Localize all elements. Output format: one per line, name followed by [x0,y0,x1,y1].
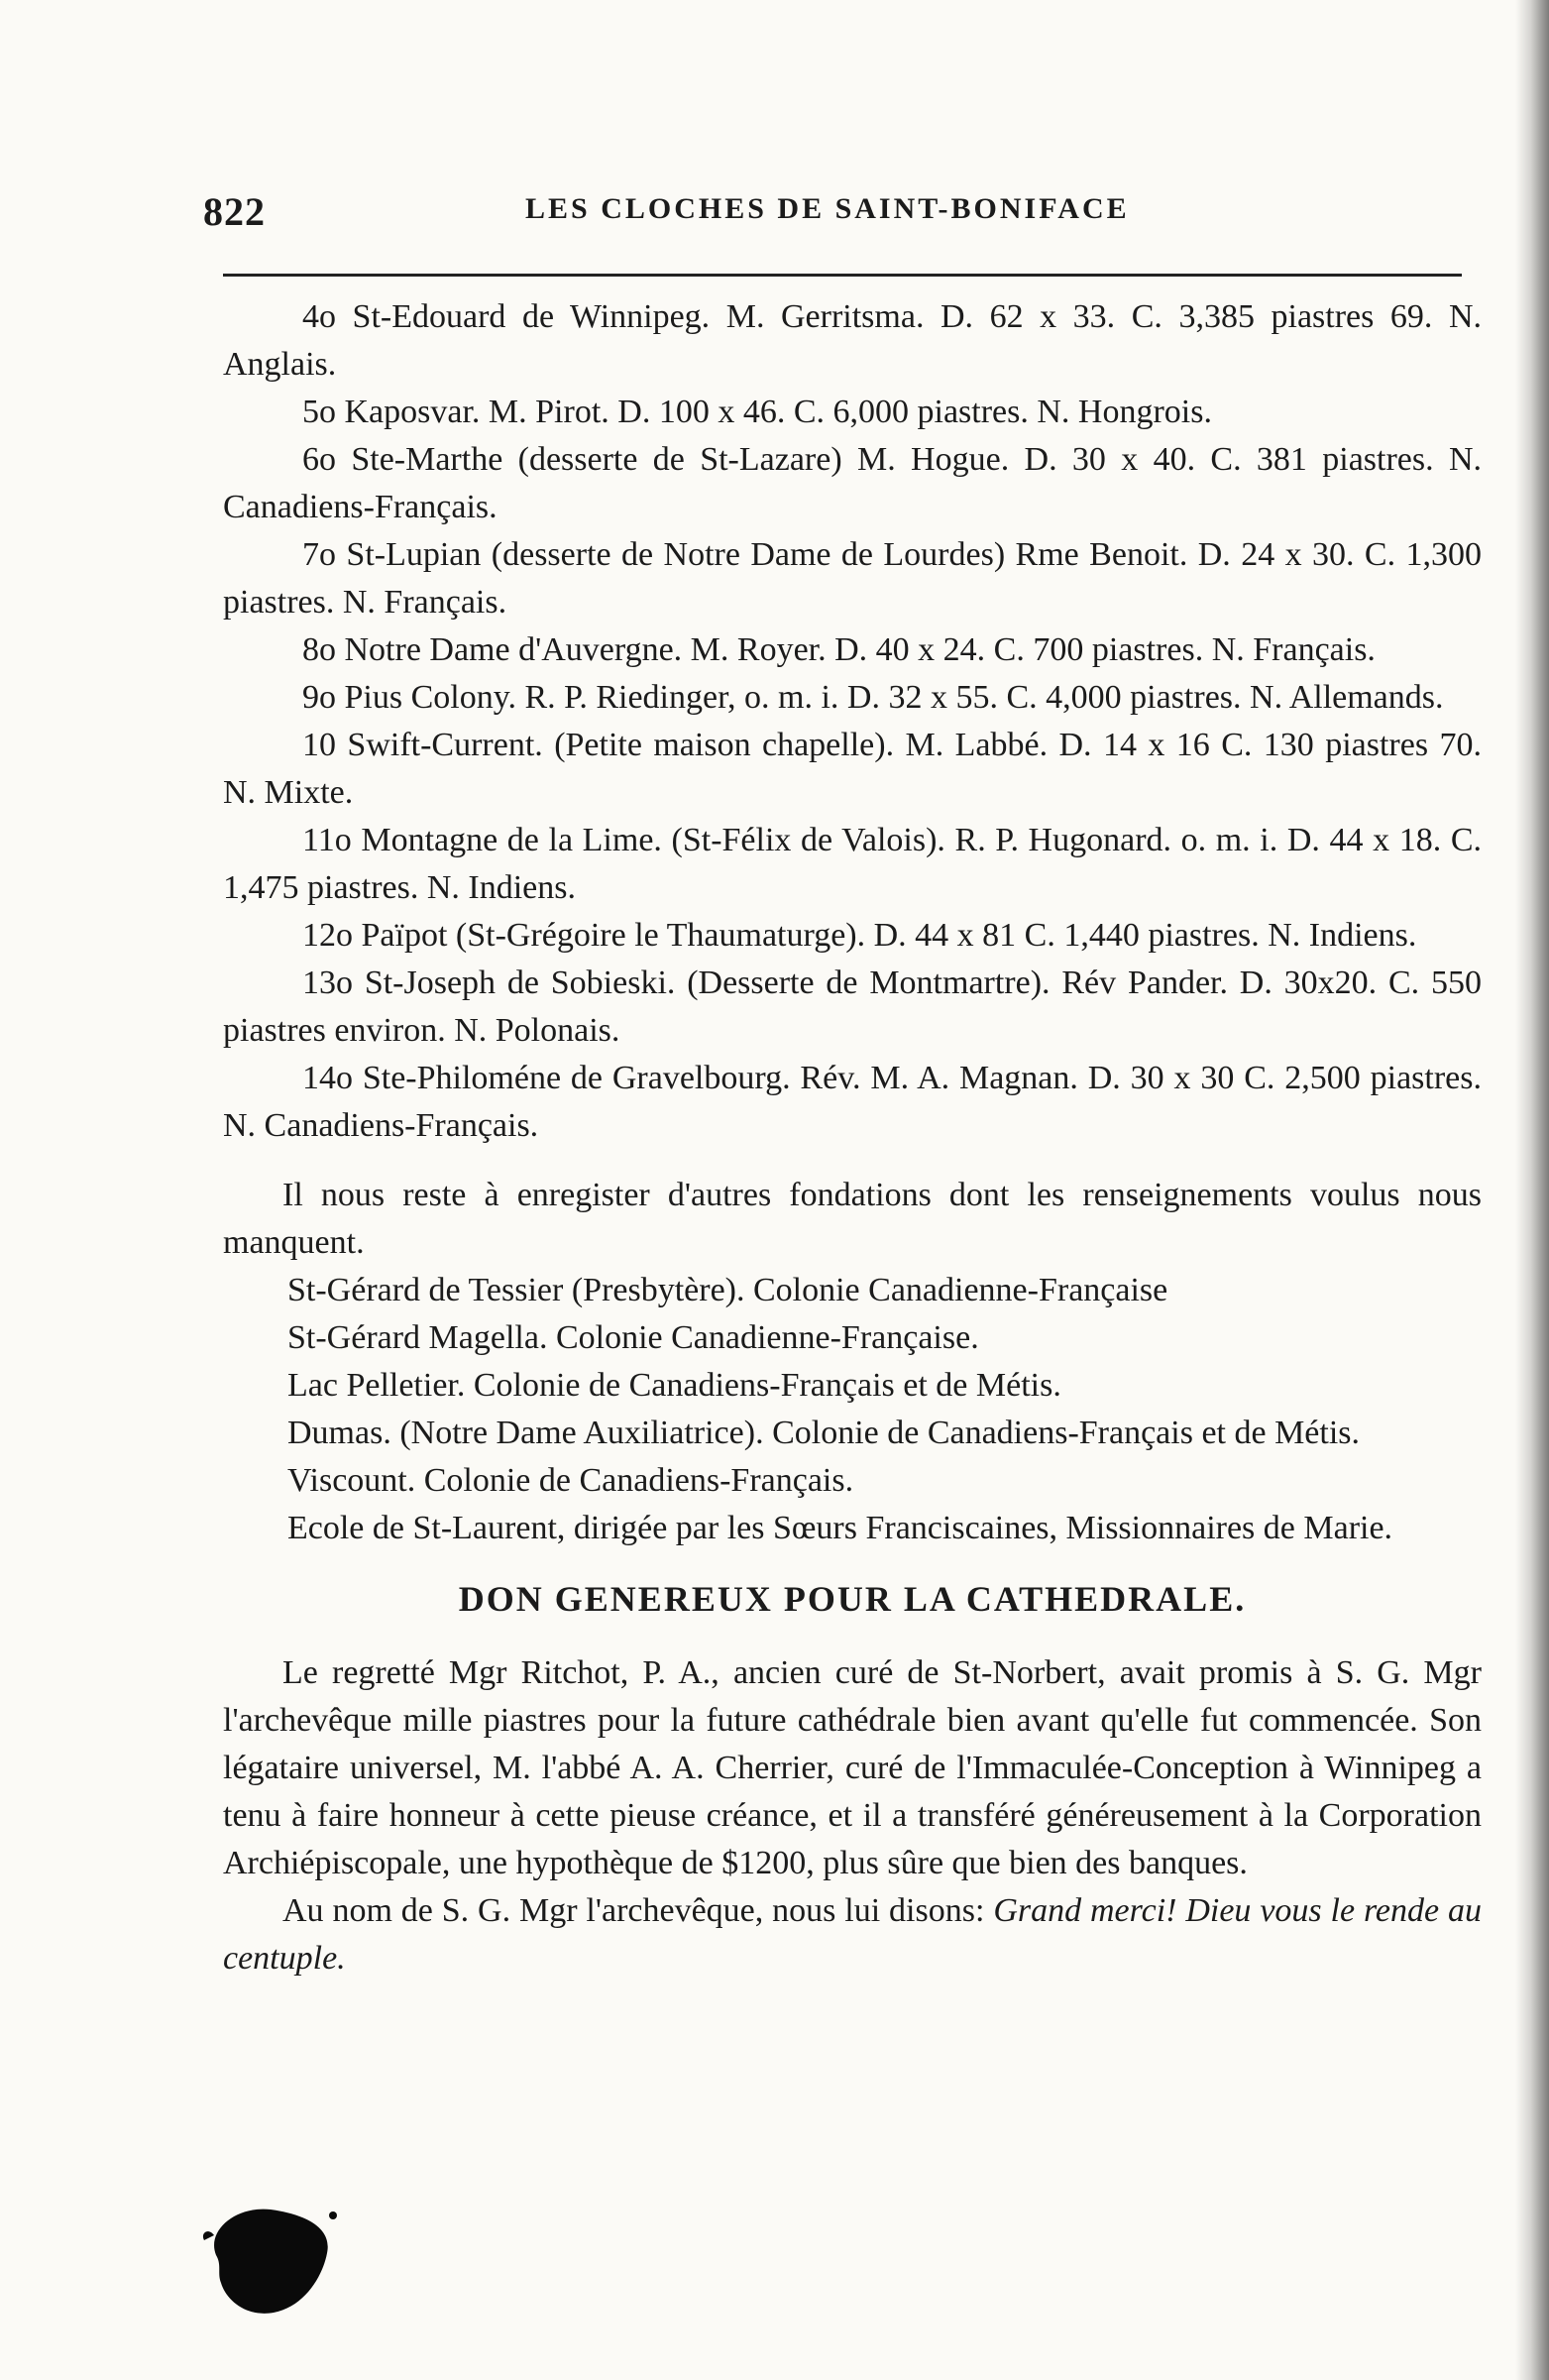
closing-emphasis: Grand merci! Dieu vous le rende au centuple. [223,1892,1482,1977]
entry-6: 6o Ste-Marthe (desserte de St-Lazare) M. Hogue. D. 30 x 40. C. 381 piastres. N. Canadiens-Français. [223,441,1482,525]
entry-12: 12o Païpot (St-Grégoire le Thaumaturge). D. 44 x 81 C. 1,440 piastres. N. Indiens. [302,917,1417,954]
entry-9: 9o Pius Colony. R. P. Riedinger, o. m. i. D. 32 x 55. C. 4,000 piastres. N. Allemands. [302,679,1444,716]
entry-10: 10 Swift-Current. (Petite maison chapelle). M. Labbé. D. 14 x 16 C. 130 piastres 70. N. Mixte. [223,727,1482,811]
list-item: Lac Pelletier. Colonie de Canadiens-Français et de Métis. [287,1367,1061,1404]
spacer [223,1150,1482,1172]
intro-paragraph: Il nous reste à enregister d'autres fondations dont les renseignements voulus nous manquent. [223,1177,1482,1261]
entry-8: 8o Notre Dame d'Auvergne. M. Royer. D. 40 x 24. C. 700 piastres. N. Français. [302,631,1376,668]
list-item: Ecole de St-Laurent, dirigée par les Sœurs Franciscaines, Missionnaires de Marie. [287,1510,1393,1546]
running-title: LES CLOCHES DE SAINT-BONIFACE [525,192,1130,225]
closing-paragraph [223,1887,1482,1983]
header-rule [223,274,1462,277]
page-header [203,188,1462,244]
list-item: Dumas. (Notre Dame Auxiliatrice). Colonie de Canadiens-Français et de Métis. [287,1415,1361,1451]
closing-lead: Au nom de S. G. Mgr l'archevêque, nous lui disons: [282,1892,985,1929]
entry-14: 14o Ste-Philoméne de Gravelbourg. Rév. M. A. Magnan. D. 30 x 30 C. 2,500 piastres. N. Canadiens-Français. [223,1060,1482,1144]
entry-13: 13o St-Joseph de Sobieski. (Desserte de Montmartre). Rév Pander. D. 30x20. C. 550 piastres environ. N. Polonais. [223,964,1482,1049]
entry-7: 7o St-Lupian (desserte de Notre Dame de Lourdes) Rme Benoit. D. 24 x 30. C. 1,300 piastres. N. Français. [223,536,1482,621]
entry-11: 11o Montagne de la Lime. (St-Félix de Valois). R. P. Hugonard. o. m. i. D. 44 x 18. C. 1,475 piastres. N. Indiens. [223,822,1482,906]
entry-5: 5o Kaposvar. M. Pirot. D. 100 x 46. C. 6,000 piastres. N. Hongrois. [302,394,1212,430]
ink-blot [196,2196,340,2320]
section-title: DON GENEREUX POUR LA CATHEDRALE. [458,1579,1247,1619]
list-item: Viscount. Colonie de Canadiens-Français. [287,1462,854,1499]
list-item: St-Gérard Magella. Colonie Canadienne-Française. [287,1319,979,1356]
other-foundations-list [223,1267,1482,1552]
foundation-entries [223,293,1482,1150]
list-item: St-Gérard de Tessier (Presbytère). Colonie Canadienne-Française [287,1272,1168,1308]
page-edge-shadow [1515,0,1549,2380]
entry-4: 4o St-Edouard de Winnipeg. M. Gerritsma. D. 62 x 33. C. 3,385 piastres 69. N. Anglais. [223,298,1482,383]
donation-paragraph: Le regretté Mgr Ritchot, P. A., ancien curé de St-Norbert, avait promis à S. G. Mgr l'archevêque mille piastres pour la future cathédrale bien avant qu'elle fut commencée. Son légataire universel, M. l'abbé A. A. Cherrier, curé de l'Immaculée-Conception à Winnipeg a tenu à faire honneur à cette pieuse créance, et il a transféré généreusement à la Corporation Archiépiscopale, une hypothèque de $1200, plus sûre que bien des banques. [223,1654,1482,1881]
page-body [223,293,1482,1983]
page-number: 822 [203,189,266,234]
